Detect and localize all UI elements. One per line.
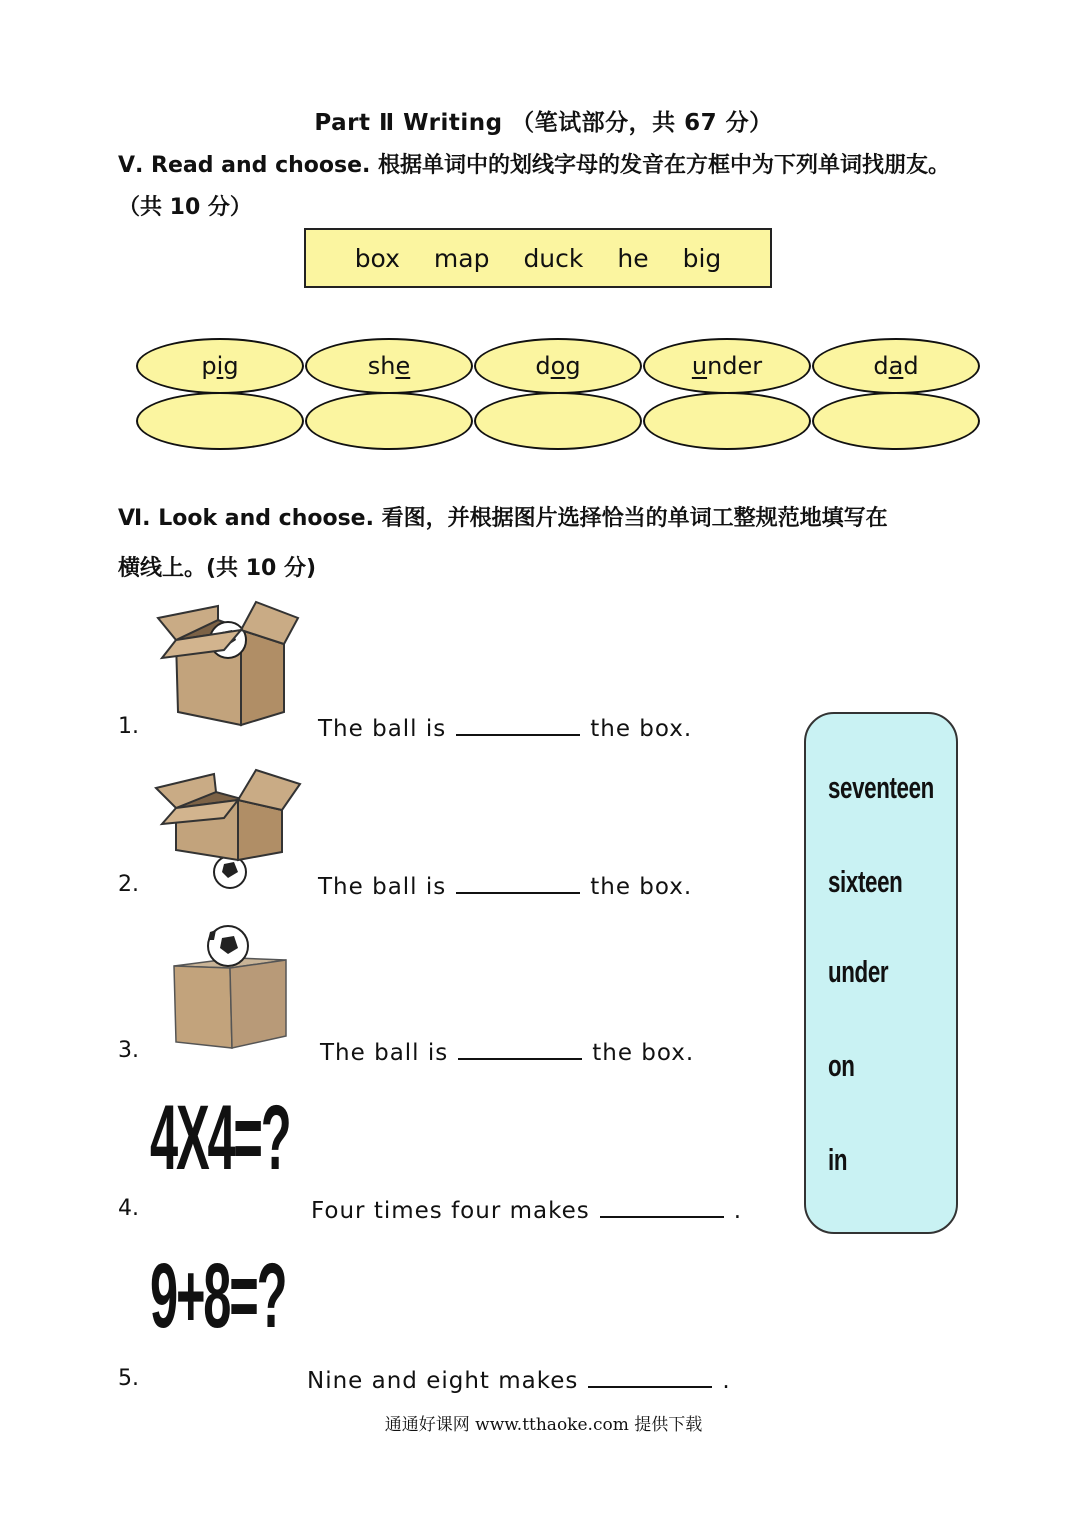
word-bank-item: seventeen (828, 770, 934, 805)
math-picture-9plus8: 9+8=? (150, 1245, 286, 1347)
answer-blank[interactable] (458, 1036, 582, 1060)
item-number: 4. (118, 1196, 139, 1221)
ball-in-box-picture (156, 600, 302, 730)
oval-word-she: sh e (305, 338, 473, 394)
ball-under-box-picture (154, 766, 302, 890)
answer-blank[interactable] (588, 1364, 712, 1388)
section-6-heading-line2: 横线上。(共 10 分) (118, 556, 317, 581)
answer-oval[interactable] (474, 392, 642, 450)
oval-word-under: u nder (643, 338, 811, 394)
math-picture-4x4: 4X4=? (150, 1087, 290, 1189)
ball-on-box-picture (168, 924, 294, 1052)
item-number: 5. (118, 1366, 139, 1391)
word-bank-item: in (828, 1142, 848, 1177)
part-title: Part Ⅱ Writing （笔试部分，共 67 分） (314, 110, 773, 136)
section-5-heading: Ⅴ. Read and choose. 根据单词中的划线字母的发音在方框中为下列单词找朋友。（共 10 分） (118, 153, 951, 220)
word-bank-item: under (828, 954, 889, 989)
item-number: 3. (118, 1038, 139, 1063)
answer-oval[interactable] (305, 392, 473, 450)
oval-word-dad: d a d (812, 338, 980, 394)
answer-oval[interactable] (643, 392, 811, 450)
box-word: he (617, 243, 649, 273)
box-word: big (682, 243, 722, 273)
section-6-heading-line1: Ⅵ. Look and choose. 看图，并根据图片选择恰当的单词工整规范地填写在 (118, 506, 888, 531)
box-word: box (354, 243, 400, 273)
answer-oval[interactable] (812, 392, 980, 450)
box-word: map (433, 243, 490, 273)
sentence-5: Nine and eight makes . (307, 1364, 731, 1394)
sentence-3: The ball is the box. (320, 1036, 694, 1066)
word-box (304, 228, 772, 288)
sentence-1: The ball is the box. (318, 712, 692, 742)
sentence-4: Four times four makes . (311, 1194, 742, 1224)
word-bank-item: sixteen (828, 864, 903, 899)
box-word: duck (523, 243, 584, 273)
answer-blank[interactable] (456, 712, 580, 736)
answer-oval[interactable] (136, 392, 304, 450)
sentence-2: The ball is the box. (318, 870, 692, 900)
answer-blank[interactable] (600, 1194, 724, 1218)
oval-word-dog: d o g (474, 338, 642, 394)
answer-blank[interactable] (456, 870, 580, 894)
item-number: 2. (118, 872, 139, 897)
word-bank (804, 712, 958, 1234)
footer-text: 通通好课网 www.tthaoke.com 提供下载 (384, 1415, 703, 1435)
word-bank-item: on (828, 1048, 855, 1083)
item-number: 1. (118, 714, 139, 739)
oval-word-pig: p i g (136, 338, 304, 394)
